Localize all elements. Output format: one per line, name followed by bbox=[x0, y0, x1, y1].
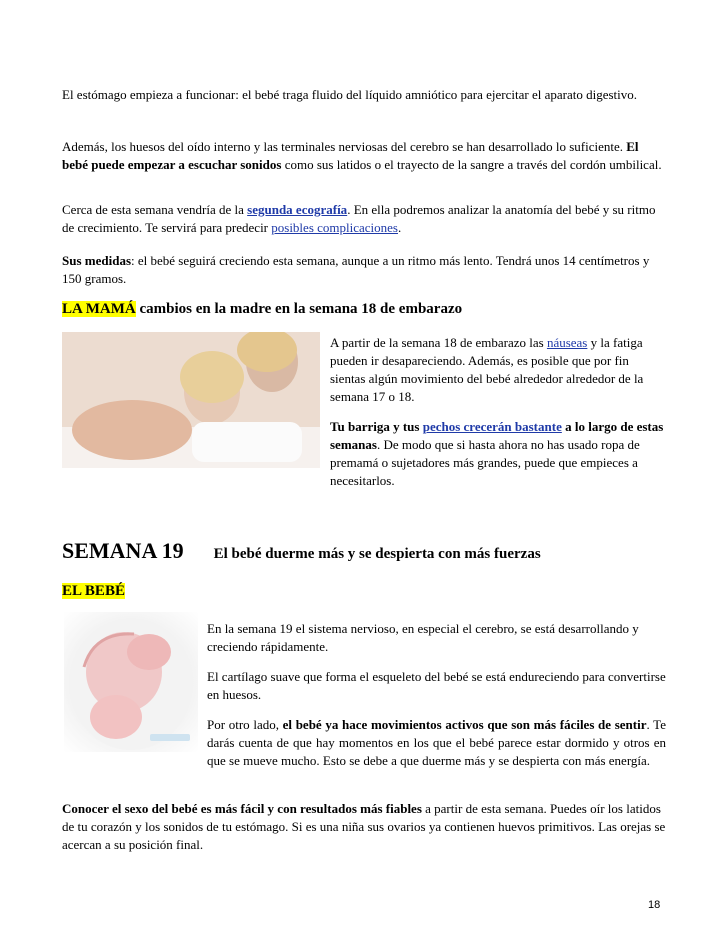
text: a partir de esta semana. Puedes oír los latidos de tu corazón y los sonidos de tu estómago. Si es una niña sus ovarios ya contienen huevos primitivos. Las orejas se acercan a su posición final. bbox=[62, 801, 666, 852]
heading-text: cambios en la madre en la semana 18 de embarazo bbox=[135, 301, 463, 317]
week-heading bbox=[62, 538, 682, 563]
text: Por otro lado, bbox=[207, 717, 283, 732]
text: Además, los huesos del oído interno y las terminales nerviosas del cerebro se han desarrollado lo suficiente. bbox=[62, 139, 627, 154]
bold-text: El bebé puede empezar a escuchar sonidos bbox=[62, 139, 639, 172]
text: . Te darás cuenta de que hay momentos en los que el bebé parece estar dormido y otros en que se mueve mucho. Esto se debe a que duerme más y se despierta con más energía. bbox=[207, 717, 666, 768]
paragraph-sexo bbox=[62, 800, 674, 854]
paragraph-bebe-nervioso: En la semana 19 el sistema nervioso, en especial el cerebro, se está desarrollando y creciendo rápidamente. bbox=[207, 621, 639, 654]
bold-text: Tu barriga y tus bbox=[330, 419, 423, 434]
photo-illustration bbox=[62, 332, 320, 468]
highlight-tag: LA MAMÁ bbox=[62, 301, 136, 317]
wrap-spacer bbox=[62, 716, 207, 771]
text: y la fatiga pueden ir desapareciendo. Además, es posible que por fin sientas algún movimiento del bebé alrededor alrededor de la semana 17 o 18. bbox=[330, 335, 644, 404]
paragraph-digestivo: El estómago empieza a funcionar: el bebé traga fluido del líquido amniótico para ejercitar el aparato digestivo. bbox=[62, 87, 638, 102]
paragraph-mama-barriga bbox=[330, 418, 670, 490]
paragraph-bebe-cartilago: El cartílago suave que forma el esqueleto del bebé se está endureciendo para convertirse en huesos. bbox=[207, 669, 666, 702]
bold-text: Conocer el sexo del bebé es más fácil y con resultados más fiables bbox=[62, 801, 422, 816]
week-title: SEMANA 19 bbox=[62, 538, 184, 563]
mother-daughter-photo bbox=[62, 332, 320, 468]
page-number: 18 bbox=[648, 899, 661, 911]
text: como sus latidos o el trayecto de la sangre a través del cordón umbilical. bbox=[281, 157, 662, 172]
week-subtitle: El bebé duerme más y se despierta con más fuerzas bbox=[213, 546, 541, 562]
highlight-tag: EL BEBÉ bbox=[62, 583, 125, 599]
paragraph-mama-nauseas bbox=[330, 334, 665, 406]
link-segunda-ecografia[interactable]: segunda ecografía bbox=[247, 202, 348, 217]
text: . bbox=[397, 220, 402, 235]
text: . En ella podremos analizar la anatomía del bebé y su ritmo de crecimiento. Te servirá para predecir bbox=[62, 202, 656, 235]
text: A partir de la semana 18 de embarazo las bbox=[330, 335, 547, 350]
text: : el bebé seguirá creciendo esta semana, aunque a un ritmo más lento. Tendrá unos 14 centímetros y 150 gramos. bbox=[62, 253, 650, 286]
section-heading-mama bbox=[62, 300, 682, 318]
text: . De modo que si hasta ahora no has usado ropa de premamá o sujetadores más grandes, puede que empieces a necesitarlos. bbox=[330, 437, 640, 488]
link-nauseas[interactable]: náuseas bbox=[546, 335, 588, 350]
bold-label: Sus medidas bbox=[62, 253, 131, 268]
paragraph-bebe-movimientos bbox=[62, 716, 666, 771]
paragraph-ecografia bbox=[62, 201, 662, 237]
link-pechos-creceran[interactable]: pechos crecerán bastante bbox=[422, 419, 562, 434]
bold-text: el bebé ya hace movimientos activos que son más fáciles de sentir bbox=[282, 717, 647, 732]
section-heading-bebe bbox=[62, 582, 125, 600]
text: Cerca de esta semana vendría de la bbox=[62, 202, 248, 217]
paragraph-oido bbox=[62, 138, 662, 174]
link-posibles-complicaciones[interactable]: posibles complicaciones bbox=[271, 220, 398, 235]
paragraph-medidas bbox=[62, 252, 662, 288]
bold-text: a lo largo de estas semanas bbox=[330, 419, 664, 452]
